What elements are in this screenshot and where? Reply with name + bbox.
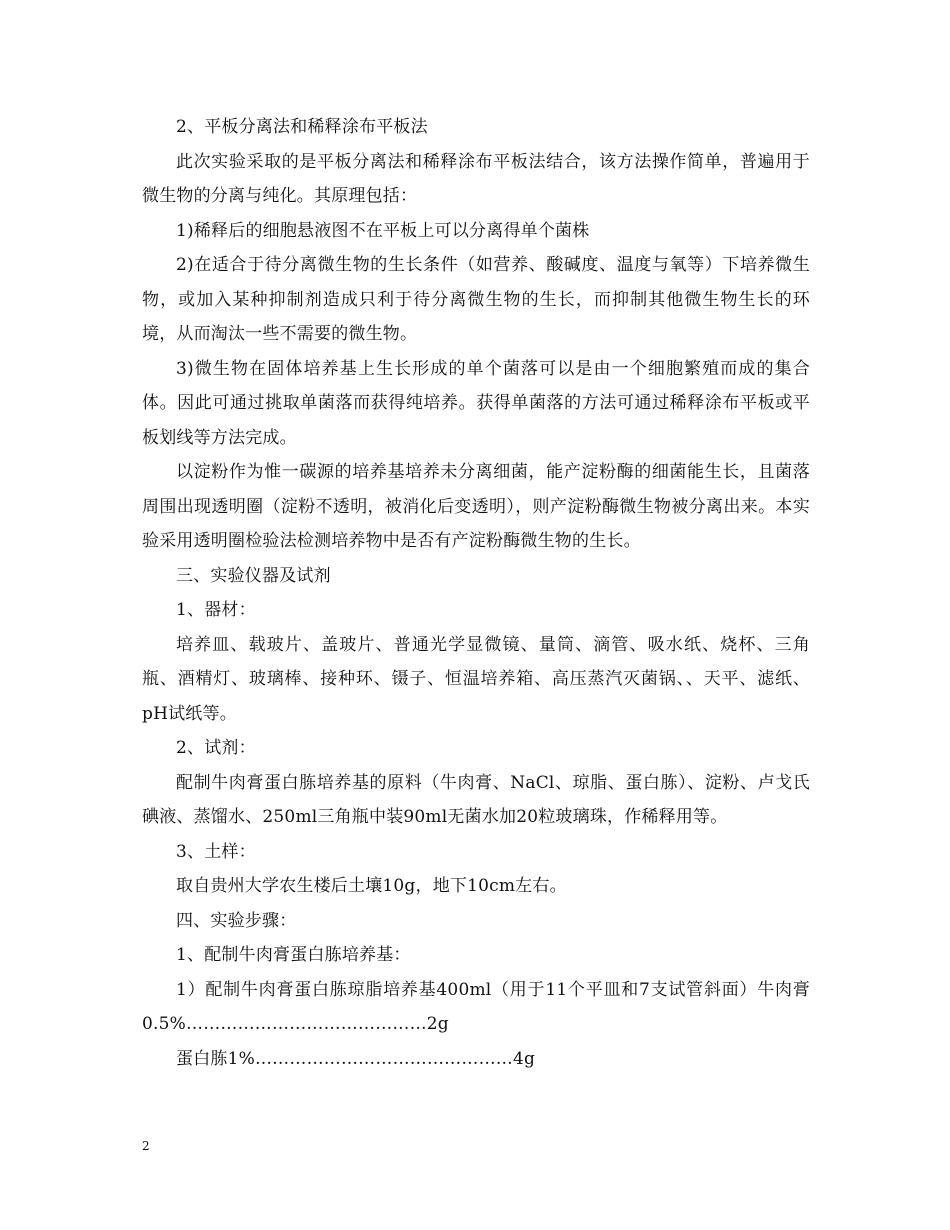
subheading-prepare-medium: 1、配制牛肉膏蛋白胨培养基： (176, 945, 411, 965)
paragraph-equipment-list: 培养皿、载玻片、盖玻片、普通光学显微镜、量筒、滴管、吸水纸、烧杯、三角瓶、酒精灯、玻璃棒、接种环、镊子、恒温培养箱、高压蒸汽灭菌锅、、天平、滤纸、pH试纸等。 (142, 634, 810, 724)
subheading-soil-sample: 3、土样： (176, 841, 256, 862)
page-number: 2 (142, 1139, 150, 1153)
subheading-equipment: 1、器材： (176, 600, 256, 620)
paragraph-soil-sample: 取自贵州大学农生楼后土壤10g，地下10cm左右。 (176, 876, 567, 896)
paragraph-starch-principle: 以淀粉作为惟一碳源的培养基培养未分离细菌，能产淀粉酶的细菌能生长，且菌落周围出现透明圈（淀粉不透明，被消化后变透明），则产淀粉酶微生物被分离出来。本实验采用透明圈检验法检测培养物中是否有产淀粉酶微生物的生长。 (142, 462, 810, 551)
paragraph-principle-1: 1)稀释后的细胞悬液图不在平板上可以分离得单个菌株 (176, 220, 590, 241)
paragraph-peptone-amount: 蛋白胨1%………………………………………4g (176, 1048, 536, 1069)
paragraph-principle-2: 2)在适合于待分离微生物的生长条件（如营养、酸碱度、温度与氧等）下培养微生物，或加入某种抑制剂造成只利于待分离微生物的生长，而抑制其他微生物生长的环境，从而淘汰一些不需要的微生物。 (142, 255, 810, 344)
paragraph-reagents-list: 配制牛肉膏蛋白胨培养基的原料（牛肉膏、NaCl、琼脂、蛋白胨）、淀粉、卢戈氏碘液、蒸馏水、250ml三角瓶中装90ml无菌水加20粒玻璃珠，作稀释用等。 (142, 772, 810, 827)
subheading-reagents: 2、试剂： (176, 738, 256, 758)
paragraph-principle-3: 3)微生物在固体培养基上生长形成的单个菌落可以是由一个细胞繁殖而成的集合体。因此可通过挑取单菌落而获得纯培养。获得单菌落的方法可通过稀释涂布平板或平板划线等方法完成。 (142, 358, 810, 448)
paragraph-medium-recipe: 1）配制牛肉膏蛋白胨琼脂培养基400ml（用于11个平皿和7支试管斜面）牛肉膏0.5%……………………………………2g (142, 979, 810, 1034)
document-body (142, 110, 810, 1076)
section-heading-plate-method: 2、平板分离法和稀释涂布平板法 (176, 117, 428, 137)
paragraph-method-intro: 此次实验采取的是平板分离法和稀释涂布平板法结合，该方法操作简单，普遍用于微生物的分离与纯化。其原理包括： (142, 151, 810, 206)
section-heading-steps: 四、实验步骤： (176, 910, 297, 931)
section-heading-instruments: 三、实验仪器及试剂 (176, 565, 331, 586)
